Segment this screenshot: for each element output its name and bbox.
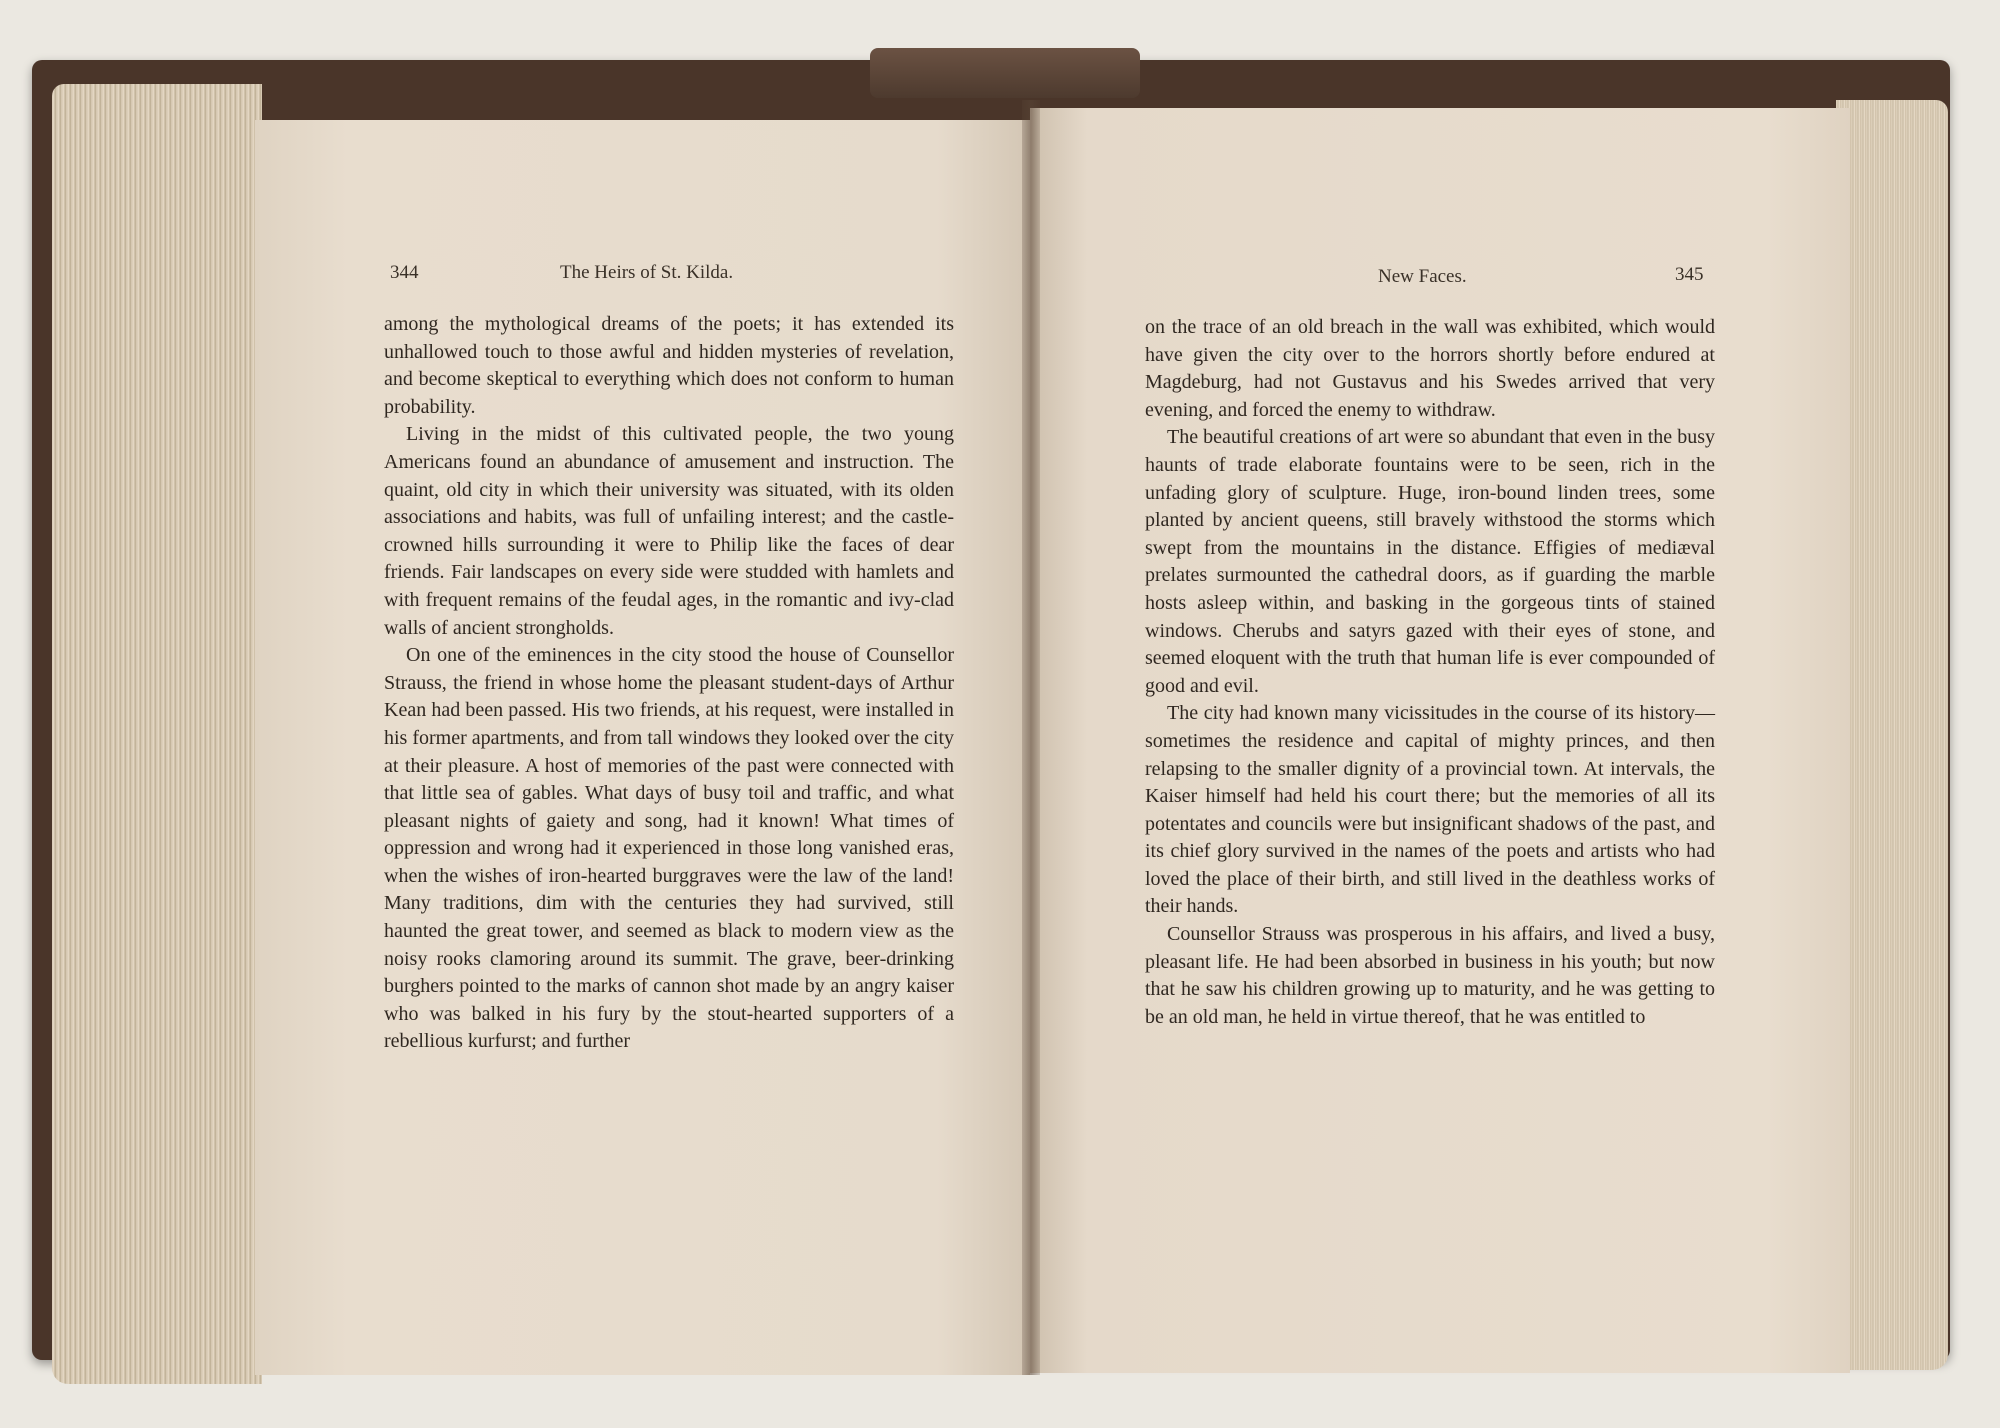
left-page-text xyxy=(384,311,954,1056)
left-running-title: The Heirs of St. Kilda. xyxy=(560,262,734,283)
right-page-edges xyxy=(1836,100,1948,1370)
paragraph: on the trace of an old breach in the wall was exhibited, which would have given the city over to the horrors shortly before endured at Magdeburg, had not Gustavus and his Swedes arrived that very evening, and forced the enemy to withdraw. xyxy=(1145,316,1715,421)
left-page-number: 344 xyxy=(390,262,419,283)
paragraph: Living in the midst of this cultivated people, the two young Americans found an abundance of amusement and instruction. The quaint, old city in which their university was situated, with its olden associations and habits, was full of unfailing interest; and the castle-crowned hills surrounding it were to Philip like the faces of dear friends. Fair landscapes on every side were studded with hamlets and with frequent remains of the feudal ages, in the romantic and ivy-clad walls of ancient strongholds. xyxy=(384,423,954,639)
paragraph: The city had known many vicissitudes in the course of its history—sometimes the residence and capital of mighty princes, and then relapsing to the smaller dignity of a provincial town. At intervals, the Kaiser himself had held his court there; but the memories of all its potentates and councils were but insignificant shadows of the past, and its chief glory survived in the names of the poets and artists who had loved the place of their birth, and still lived in the deathless works of their hands. xyxy=(1145,702,1715,918)
right-running-title: New Faces. xyxy=(1378,266,1467,287)
paragraph: The beautiful creations of art were so abundant that even in the busy haunts of trade elaborate fountains were to be seen, rich in the unfading glory of sculpture. Huge, iron-bound linden trees, some planted by ancient queens, still bravely withstood the storms which swept from the mountains in the distance. Effigies of mediæval prelates surmounted the cathedral doors, as if guarding the marble hosts asleep within, and basking in the gorgeous tints of stained windows. Cherubs and satyrs gazed with their eyes of stone, and seemed eloquent with the truth that human life is ever compounded of good and evil. xyxy=(1145,426,1715,697)
right-page-number: 345 xyxy=(1675,264,1704,285)
right-page-text xyxy=(1145,314,1715,1031)
book-spine xyxy=(870,48,1140,98)
paragraph: Counsellor Strauss was prosperous in his affairs, and lived a busy, pleasant life. He had been absorbed in business in his youth; but now that he saw his children growing up to maturity, and he was getting to be an old man, he held in virtue thereof, that he was entitled to xyxy=(1145,923,1715,1028)
paragraph: among the mythological dreams of the poets; it has extended its unhallowed touch to those awful and hidden mysteries of revelation, and become skeptical to everything which does not conform to human probability. xyxy=(384,313,954,418)
paragraph: On one of the eminences in the city stood the house of Counsellor Strauss, the friend in whose home the pleasant student-days of Arthur Kean had been passed. His two friends, at his request, were installed in his former apartments, and from tall windows they looked over the city at their pleasure. A host of memories of the past were connected with that little sea of gables. What days of busy toil and traffic, and what pleasant nights of gaiety and song, had it known! What times of oppression and wrong had it experienced in those long vanished eras, when the wishes of iron-hearted burggraves were the law of the land! Many traditions, dim with the centuries they had survived, still haunted the great tower, and seemed as black to modern view as the noisy rooks clamoring around its summit. The grave, beer-drinking burghers pointed to the marks of cannon shot made by an angry kaiser who was balked in his fury by the stout-hearted supporters of a rebellious kurfurst; and further xyxy=(384,644,954,1053)
left-page-edges xyxy=(52,84,262,1384)
book-gutter xyxy=(1022,100,1040,1375)
